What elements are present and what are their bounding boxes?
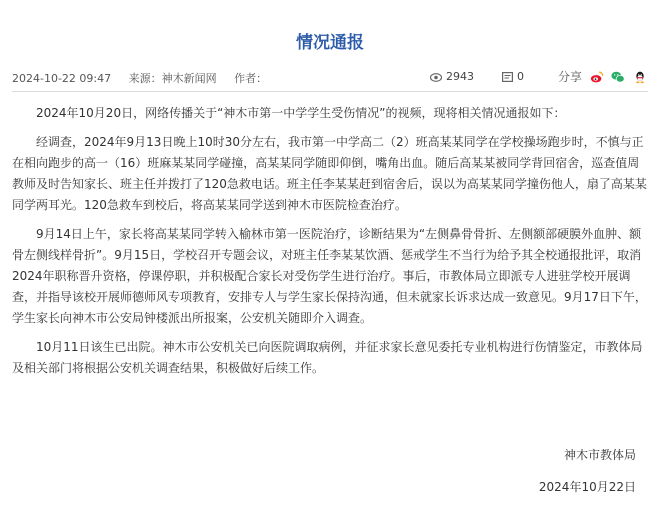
- meta-info: [12, 70, 281, 86]
- paragraph: 10月11日该生已出院。神木市公安机关已向医院调取病例，并征求家长意见委托专业机构进行伤情鉴定，市教体局及相关部门将根据公安机关调查结果，积极做好后续工作。: [12, 340, 643, 375]
- source-label: 来源：神木新闻网: [128, 72, 217, 85]
- signature-date: 2024年10月22日: [538, 480, 636, 494]
- article-body: [12, 103, 648, 387]
- comments-count: 0: [517, 70, 524, 83]
- comments-counter: [502, 70, 524, 83]
- article-meta: [12, 66, 648, 88]
- signature: 神木市教体局: [563, 448, 636, 462]
- paragraph: 9月14日上午，家长将高某某同学转入榆林市第一医院治疗，诊断结果为“左侧鼻骨骨折、左侧额部硬膜外血肿、额骨左侧线样骨折”。9月15日，学校召开专题会议，对班主任李某某饮酒、惩戒学生不当行为给予其全校通报批评，取消2024年职称晋升资格，停课停职，并积极配合家长对受伤学生进行治疗。事后，市教体局立即派专人进驻学校开展调查，并指导该校开展师德师风专项教育，安排专人与学生家长保持沟通，但未就家长诉求达成一致意见。9月17日下午，学生家长向神木市公安局钟楼派出所报案，公安机关随即介入调查。: [12, 227, 647, 325]
- views-counter: [430, 70, 474, 83]
- comment-icon: [502, 72, 513, 82]
- author-label: 作者：: [234, 72, 268, 85]
- share-label: 分享: [558, 70, 583, 84]
- page-title: 情况通报: [296, 33, 364, 53]
- views-count: 2943: [446, 70, 474, 83]
- paragraph: 2024年10月20日，网络传播关于“神木市第一中学学生受伤情况”的视频，现将相关情况通报如下：: [36, 106, 566, 120]
- weibo-icon[interactable]: [590, 70, 604, 84]
- publish-datetime: 2024-10-22 09:47: [12, 72, 112, 85]
- wechat-icon[interactable]: [611, 70, 625, 84]
- paragraph: 经调查，2024年9月13日晚上10时30分左右，我市第一中学高二（2）班高某某同学在学校操场跑步时，不慎与正在相向跑步的高一（16）班麻某某同学碰撞，高某某同学随即仰倒，嘴角出血。随后高某某被同学背回宿舍，巡查值周教师及时告知家长、班主任并拨打了120急救电话。班主任李某某赶到宿舍后，误以为高某某同学撞伤他人，扇了高某某同学两耳光。120急救车到校后，将高某某同学送到神木市医院检查治疗。: [12, 135, 647, 212]
- eye-icon: [430, 73, 442, 82]
- header-divider: [12, 91, 648, 92]
- share-bar: [558, 68, 651, 85]
- qq-icon[interactable]: [633, 70, 647, 84]
